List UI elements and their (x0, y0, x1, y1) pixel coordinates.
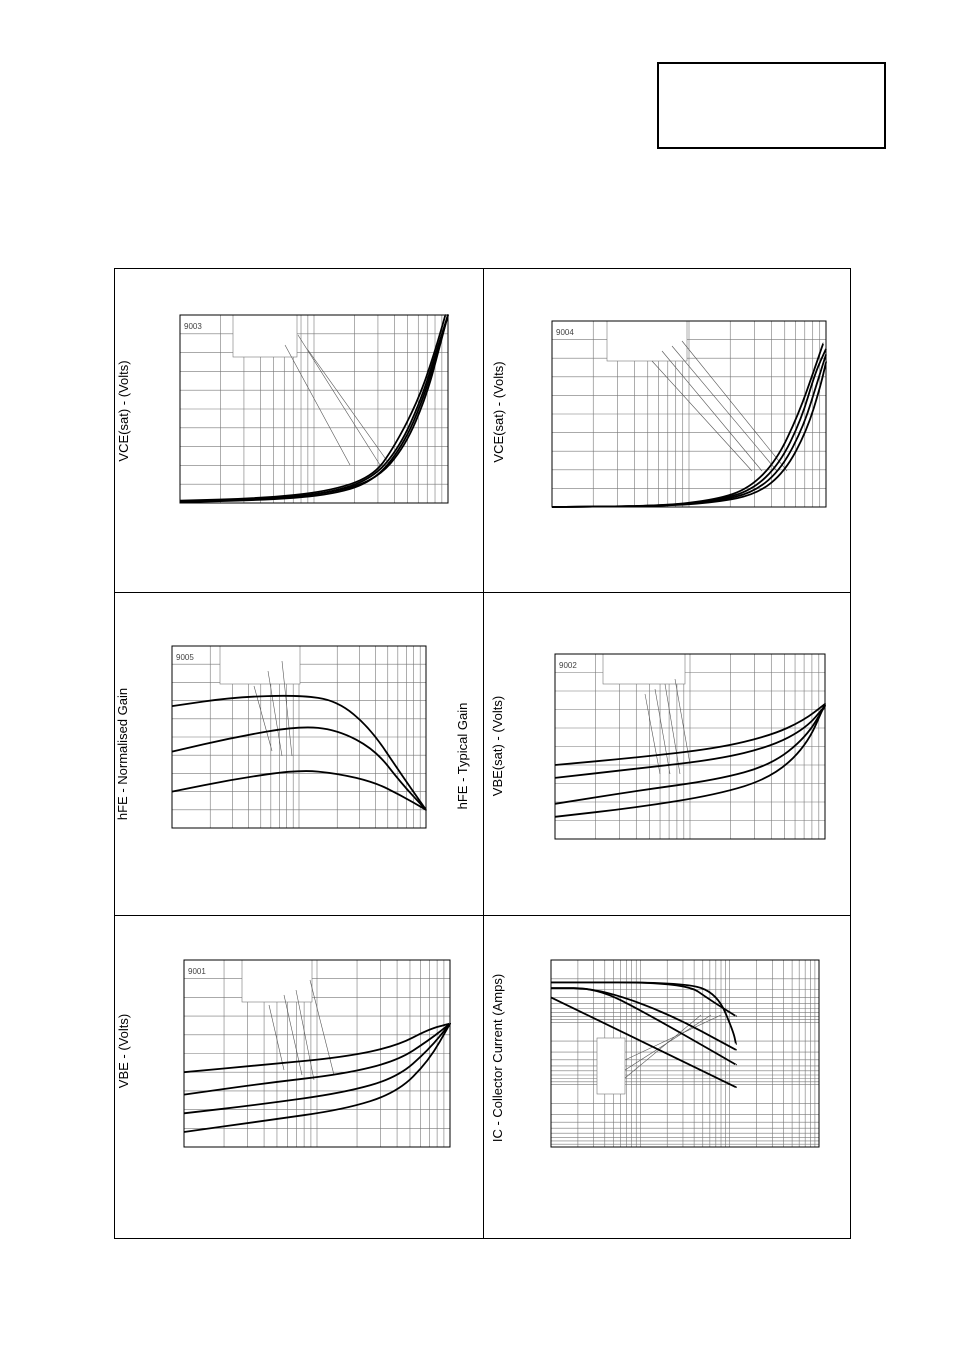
pointer-line (625, 1015, 721, 1060)
chart-9002 (555, 654, 825, 839)
pointer-line (269, 1005, 284, 1070)
grid-divider-vertical (483, 269, 484, 1238)
pointer-line (665, 684, 680, 774)
ylabel-ic: IC - Collector Current (Amps) (490, 973, 505, 1143)
figure-code: 9002 (559, 661, 577, 670)
grid-lines (555, 654, 825, 839)
legend-box (603, 654, 685, 684)
legend-box (242, 960, 312, 1002)
figure-code: 9004 (556, 328, 574, 337)
plot-frame (551, 960, 819, 1147)
legend-box (233, 315, 297, 357)
chart-9003 (180, 315, 448, 503)
legend-box (607, 321, 687, 361)
figure-code: 9003 (184, 322, 202, 331)
chart-ic (551, 960, 819, 1147)
pointer-line (652, 361, 752, 471)
chart-9001 (184, 960, 450, 1147)
legend-box (597, 1038, 625, 1094)
series-line-3 (180, 315, 445, 501)
grid-divider-row-1 (115, 592, 850, 593)
grid-divider-row-2 (115, 915, 850, 916)
ylabel-9002: VBE(sat) - (Volts) (490, 695, 505, 797)
series-line-2 (551, 988, 736, 1065)
ylabel-9004: VCE(sat) - (Volts) (491, 361, 506, 463)
grid-lines (551, 960, 819, 1147)
legend-box (220, 646, 300, 684)
series-line-1 (552, 343, 823, 507)
chart-9005 (172, 646, 426, 828)
grid-lines (552, 321, 826, 507)
grid-lines (184, 960, 450, 1147)
figure-code: 9005 (176, 653, 194, 662)
ylabel-9005: hFE - Normalised Gain (115, 687, 130, 821)
grid-lines (180, 315, 448, 503)
title-box (657, 62, 886, 149)
ylabel-9001: VBE - (Volts) (116, 1013, 131, 1089)
chart-9004 (552, 321, 826, 507)
ylabel2-9002: hFE - Typical Gain (455, 702, 470, 810)
figure-code: 9001 (188, 967, 206, 976)
ylabel-9003: VCE(sat) - (Volts) (116, 360, 131, 462)
pointer-line (672, 346, 777, 471)
pointer-line (662, 351, 762, 471)
pointer-line (298, 335, 380, 465)
series-line-4 (551, 997, 736, 1087)
